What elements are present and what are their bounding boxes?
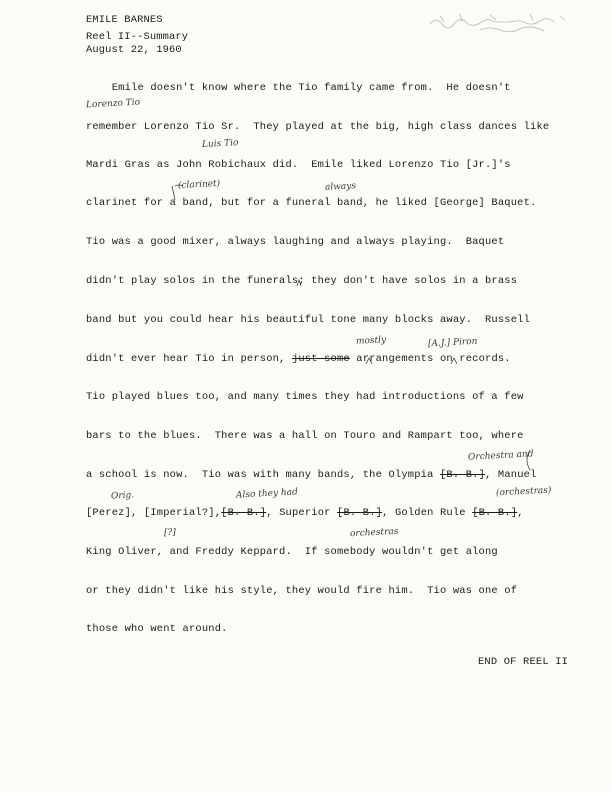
body-line: clarinet for a band, but for a funeral band, he liked [George] Baquet. — [86, 197, 537, 209]
line-text: [Perez], [Imperial?], — [86, 507, 222, 519]
struck-text: [B. B.] — [221, 507, 267, 519]
handwritten-note: [?] — [163, 527, 177, 539]
body-line: those who went around. — [86, 623, 228, 635]
struck-text: just some — [291, 353, 350, 365]
struck-text: [B. B.] — [472, 507, 518, 519]
line-text: didn't ever hear Tio in person, — [86, 353, 286, 365]
struck-text: [B. B.] — [337, 507, 383, 519]
body-line-edited — [86, 469, 537, 481]
line-text: a school is now. Tio was with many bands, the Olympia — [86, 469, 434, 481]
line-text: arrangements on records. — [356, 353, 511, 365]
handwritten-note: Luis Tio — [201, 138, 239, 150]
handwritten-note: Also they had — [235, 487, 299, 501]
body-line: or they didn't like his style, they would fire him. Tio was one of — [86, 585, 518, 597]
body-line: Emile doesn't know where the Tio family came from. He doesn't — [86, 82, 511, 94]
handwritten-note: Lorenzo Tio — [85, 97, 141, 111]
body-line: Tio was a good mixer, always laughing and always playing. Baquet — [86, 236, 505, 248]
body-line: didn't play solos in the funerals; they don't have solos in a brass — [86, 275, 518, 287]
body-line: Tio played blues too, and many times they had introductions of a few — [86, 391, 524, 403]
body-line: King Oliver, and Freddy Keppard. If somebody wouldn't get along — [86, 546, 498, 558]
archive-stamp — [420, 6, 600, 36]
handwritten-note: orchestras — [349, 526, 399, 540]
body-line: remember Lorenzo Tio Sr. They played at the big, high class dances like — [86, 121, 550, 133]
handwritten-note: [A.J.] Piron — [427, 336, 478, 350]
line-text: , — [517, 507, 524, 519]
body-line-edited — [86, 507, 524, 519]
reel-label: Reel II--Summary — [86, 31, 189, 43]
body-line: Mardi Gras as John Robichaux did. Emile liked Lorenzo Tio [Jr.]'s — [86, 159, 511, 171]
interviewee-name: EMILE BARNES — [86, 14, 163, 26]
struck-text: [B. B.] — [439, 469, 486, 481]
end-of-reel-label: END OF REEL II — [478, 656, 569, 668]
handwritten-note: Orig. — [110, 490, 135, 502]
handwritten-note: Orchestra and — [467, 449, 534, 463]
line-text: , Manuel — [485, 469, 537, 481]
body-line: band but you could hear his beautiful tone many blocks away. Russell — [86, 314, 531, 326]
handwritten-note: always — [324, 181, 357, 193]
interview-date: August 22, 1960 — [86, 44, 182, 56]
body-line-edited — [86, 353, 511, 365]
line-text: , Superior — [266, 507, 338, 519]
handwritten-note: (orchestras) — [495, 485, 552, 499]
handwritten-note: mostly — [355, 335, 387, 347]
body-line: bars to the blues. There was a hall on Touro and Rampart too, where — [86, 430, 524, 442]
handwritten-note: (clarinet) — [177, 178, 221, 192]
line-text: , Golden Rule — [382, 507, 473, 519]
